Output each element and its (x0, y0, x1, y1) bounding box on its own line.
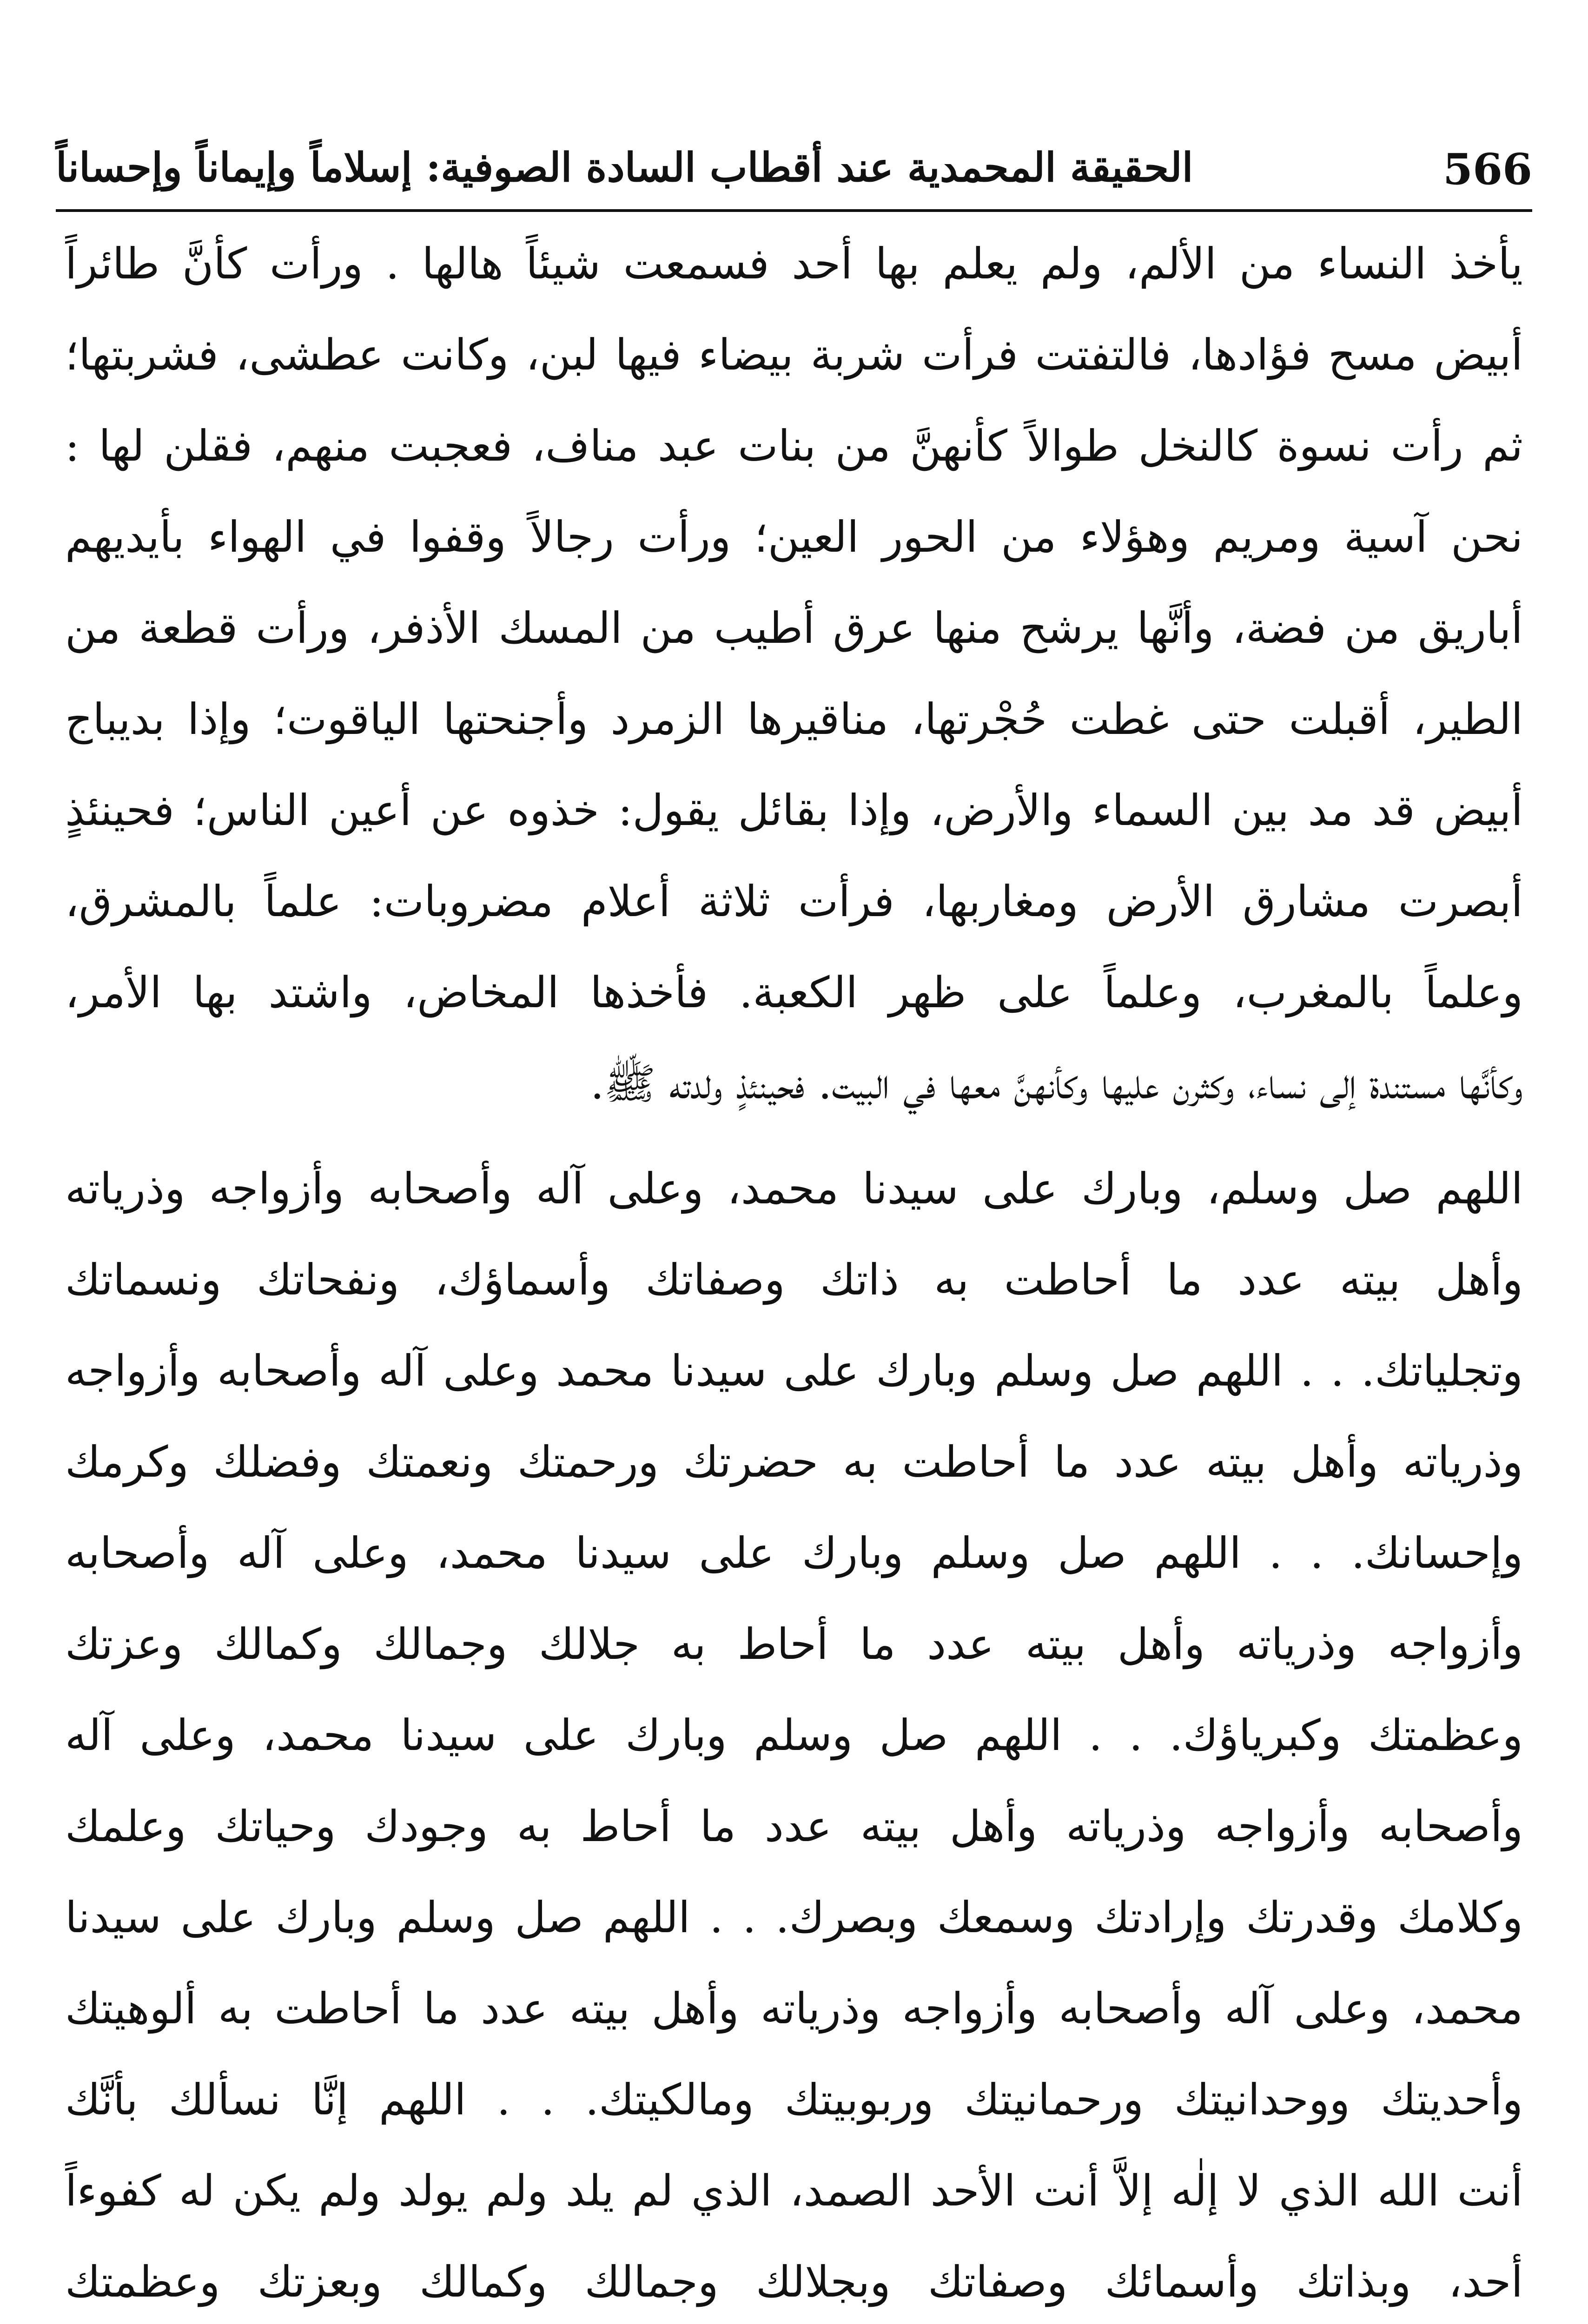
text-line: أبيض قد مد بين السماء والأرض، وإذا بقائل يقول: خذوه عن أعين الناس؛ فحينئذٍ (65, 786, 1523, 835)
text-line: أبيض مسح فؤادها، فالتفتت فرأت شربة بيضاء فيها لبن، وكانت عطشى، فشربتها؛ (65, 330, 1523, 380)
text-line: وكلامك وقدرتك وإرادتك وسمعك وبصرك. . . اللهم صل وسلم وبارك على سيدنا (65, 1893, 1523, 1942)
header-divider (56, 209, 1532, 212)
text-line: محمد، وعلى آله وأصحابه وأزواجه وذرياته وأهل بيته عدد ما أحاطت به ألوهيتك (65, 1984, 1523, 2034)
text-line: وكأنَّها مستندة إلى نساء، وكثرن عليها وكأنهنَّ معها في البيت. فحينئذٍ ولدته ﷺ. (590, 1059, 1523, 1109)
text-line: نحن آسية ومريم وهؤلاء من الحور العين؛ ورأت رجالاً وقفوا في الهواء بأيديهم (65, 512, 1523, 562)
running-title: الحقيقة المحمدية عند أقطاب السادة الصوفية: إسلاماً وإيماناً وإحساناً (56, 144, 1193, 191)
text-line: وذرياته وأهل بيته عدد ما أحاطت به حضرتك ورحمتك ونعمتك وفضلك وكرمك (65, 1437, 1523, 1487)
body-text (65, 218, 1523, 2324)
paragraph-salawat (65, 1143, 1523, 2324)
text-line: وأزواجه وذرياته وأهل بيته عدد ما أحاط به جلالك وجمالك وكمالك وعزتك (65, 1619, 1523, 1669)
text-line: وأحديتك ووحدانيتك ورحمانيتك وربوبيتك ومالكيتك. . . اللهم إنَّا نسألك بأنَّك (65, 2075, 1523, 2125)
text-line: يأخذ النساء من الألم، ولم يعلم بها أحد فسمعت شيئاً هالها . ورأت كأنَّ طائراً (65, 239, 1523, 289)
text-line: الطير، أقبلت حتى غطت حُجْرتها، مناقيرها الزمرد وأجنحتها الياقوت؛ وإذا بديباج (65, 694, 1523, 744)
paragraph-birth-narrative (65, 218, 1523, 1129)
text-line: وأهل بيته عدد ما أحاطت به ذاتك وصفاتك وأسماؤك، ونفحاتك ونسماتك (65, 1255, 1523, 1305)
text-line: ثم رأت نسوة كالنخل طوالاً كأنهنَّ من بنات عبد مناف، فعجبت منهم، فقلن لها : (65, 421, 1523, 471)
text-line: وتجلياتك. . . اللهم صل وسلم وبارك على سيدنا محمد وعلى آله وأصحابه وأزواجه (65, 1346, 1523, 1396)
page-number: 566 (1442, 144, 1532, 194)
text-line: وإحسانك. . . اللهم صل وسلم وبارك على سيدنا محمد، وعلى آله وأصحابه (65, 1528, 1523, 1578)
text-line: وعظمتك وكبرياؤك. . . اللهم صل وسلم وبارك على سيدنا محمد، وعلى آله (65, 1710, 1523, 1760)
text-line: وعلماً بالمغرب، وعلماً على ظهر الكعبة. فأخذها المخاض، واشتد بها الأمر، (65, 968, 1523, 1017)
text-line: اللهم صل وسلم، وبارك على سيدنا محمد، وعلى آله وأصحابه وأزواجه وذرياته (65, 1164, 1523, 1214)
text-line: أبصرت مشارق الأرض ومغاربها، فرأت ثلاثة أعلام مضروبات: علماً بالمشرق، (65, 877, 1523, 926)
text-line: أحد، وبذاتك وأسمائك وصفاتك وبجلالك وجمالك وكمالك وبعزتك وعظمتك (65, 2257, 1523, 2307)
text-line: أباريق من فضة، وأنَّها يرشح منها عرق أطيب من المسك الأذفر، ورأت قطعة من (65, 603, 1523, 653)
text-line: أنت الله الذي لا إلٰه إلاَّ أنت الأحد الصمد، الذي لم يلد ولم يولد ولم يكن له كفوءاً (65, 2166, 1523, 2216)
page-header (56, 139, 1532, 195)
text-line: وأصحابه وأزواجه وذرياته وأهل بيته عدد ما أحاط به وجودك وحياتك وعلمك (65, 1802, 1523, 1851)
paragraph-spacer (65, 1129, 1523, 1143)
